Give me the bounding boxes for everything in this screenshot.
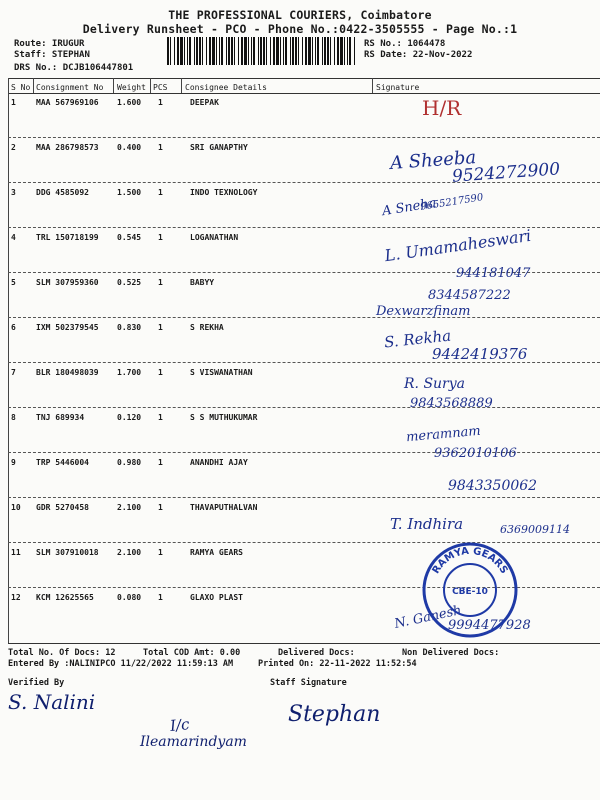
barcode-bar bbox=[219, 37, 220, 65]
barcode-bar bbox=[290, 37, 291, 65]
barcode-bar bbox=[180, 37, 183, 65]
row-sno: 2 bbox=[11, 143, 16, 152]
table-row bbox=[8, 498, 600, 543]
barcode-bar bbox=[285, 37, 287, 65]
signature-4-name: L. Umamaheswari bbox=[383, 225, 533, 266]
barcode-bar bbox=[280, 37, 281, 65]
total-docs: Total No. Of Docs: 12 bbox=[8, 648, 116, 658]
col-divider bbox=[33, 78, 34, 93]
row-consignment: GDR 5270458 bbox=[36, 503, 89, 512]
col-header-pcs: PCS bbox=[153, 83, 168, 92]
barcode-bar bbox=[253, 37, 255, 65]
route-label: Route: IRUGUR bbox=[14, 39, 85, 49]
row-sno: 1 bbox=[11, 98, 16, 107]
company-stamp bbox=[420, 540, 520, 640]
barcode-bar bbox=[302, 37, 303, 65]
row-sno: 3 bbox=[11, 188, 16, 197]
barcode-bar bbox=[234, 37, 235, 65]
row-pcs: 1 bbox=[158, 413, 163, 422]
row-sno: 11 bbox=[11, 548, 21, 557]
row-weight: 0.525 bbox=[117, 278, 142, 287]
signature-4-phone: 944181047 bbox=[456, 266, 531, 281]
row-pcs: 1 bbox=[158, 368, 163, 377]
signature-3-phone: 9655217590 bbox=[419, 192, 485, 213]
row-consignment: DDG 4585092 bbox=[36, 188, 89, 197]
barcode-bar bbox=[305, 37, 307, 65]
col-header-signature: Signature bbox=[376, 83, 420, 92]
barcode-bar bbox=[177, 37, 179, 65]
staff-signature: Stephan bbox=[288, 702, 381, 727]
row-sno: 9 bbox=[11, 458, 16, 467]
barcode-bar bbox=[196, 37, 198, 65]
staff-signature-label: Staff Signature bbox=[270, 678, 347, 688]
barcode-bar bbox=[226, 37, 227, 65]
barcode-bar bbox=[187, 37, 188, 65]
row-weight: 0.980 bbox=[117, 458, 142, 467]
non-delivered-docs: Non Delivered Docs: bbox=[402, 648, 500, 658]
barcode-bar bbox=[283, 37, 284, 65]
drs-number: DRS No.: DCJB106447801 bbox=[14, 63, 134, 73]
row-weight: 1.600 bbox=[117, 98, 142, 107]
entered-by: Entered By :NALINIPCO 11/22/2022 11:59:13 AM bbox=[8, 659, 234, 669]
barcode-bar bbox=[322, 37, 323, 65]
row-weight: 0.830 bbox=[117, 323, 142, 332]
row-sno: 12 bbox=[11, 593, 21, 602]
rs-number: RS No.: 1064478 bbox=[364, 39, 446, 49]
row-sno: 6 bbox=[11, 323, 16, 332]
row-pcs: 1 bbox=[158, 323, 163, 332]
barcode-bar bbox=[244, 37, 247, 65]
barcode-bar bbox=[184, 37, 185, 65]
signature-8-name: meramnam bbox=[405, 423, 482, 446]
barcode-bar bbox=[349, 37, 351, 65]
barcode-bar bbox=[266, 37, 267, 65]
row-consignee: S VISWANATHAN bbox=[190, 368, 253, 377]
row-weight: 2.100 bbox=[117, 548, 142, 557]
signature-2-name: A Sheeba bbox=[389, 147, 477, 174]
row-consignee: INDO TEXNOLOGY bbox=[190, 188, 258, 197]
barcode-bar bbox=[276, 37, 279, 65]
barcode-bar bbox=[209, 37, 211, 65]
barcode-bar bbox=[260, 37, 262, 65]
barcode-bar bbox=[347, 37, 348, 65]
col-header-sno: S No bbox=[11, 83, 31, 92]
barcode-bar bbox=[334, 37, 335, 65]
verified-by-label: Verified By bbox=[8, 678, 65, 688]
row-consignment: BLR 180498039 bbox=[36, 368, 99, 377]
barcode-bar bbox=[167, 37, 169, 65]
barcode-bar bbox=[212, 37, 215, 65]
barcode-bar bbox=[292, 37, 294, 65]
barcode-bar bbox=[270, 37, 271, 65]
table-bottom-border bbox=[8, 643, 600, 644]
barcode-bar bbox=[312, 37, 313, 65]
row-consignee: BABYY bbox=[190, 278, 215, 287]
barcode-bar bbox=[298, 37, 299, 65]
row-pcs: 1 bbox=[158, 593, 163, 602]
row-consignee: RAMYA GEARS bbox=[190, 548, 243, 557]
row-pcs: 1 bbox=[158, 503, 163, 512]
row-pcs: 1 bbox=[158, 98, 163, 107]
barcode-bar bbox=[170, 37, 171, 65]
row-consignment: SLM 307910018 bbox=[36, 548, 99, 557]
rs-date: RS Date: 22-Nov-2022 bbox=[364, 50, 473, 60]
row-pcs: 1 bbox=[158, 143, 163, 152]
row-consignment: SLM 307959360 bbox=[36, 278, 99, 287]
row-consignment: KCM 12625565 bbox=[36, 593, 94, 602]
row-consignee: ANANDHI AJAY bbox=[190, 458, 248, 467]
row-sno: 10 bbox=[11, 503, 21, 512]
barcode-bar bbox=[273, 37, 275, 65]
row-consignment: MAA 286798573 bbox=[36, 143, 99, 152]
row-pcs: 1 bbox=[158, 278, 163, 287]
row-consignee: S S MUTHUKUMAR bbox=[190, 413, 258, 422]
table-row bbox=[8, 363, 600, 408]
printed-on: Printed On: 22-11-2022 11:52:54 bbox=[258, 659, 417, 669]
barcode-bar bbox=[216, 37, 217, 65]
barcode-bar bbox=[340, 37, 343, 65]
row-consignment: TRL 150718199 bbox=[36, 233, 99, 242]
barcode-bar bbox=[251, 37, 252, 65]
row-weight: 2.100 bbox=[117, 503, 142, 512]
title-company: THE PROFESSIONAL COURIERS, Coimbatore bbox=[168, 8, 432, 22]
incharge-signature-2: Ileamarindyam bbox=[140, 734, 247, 750]
barcode-bar bbox=[327, 37, 329, 65]
row-consignment: TRP 5446004 bbox=[36, 458, 89, 467]
signature-8-phone: 9362010106 bbox=[434, 446, 517, 461]
stamp-center-text: CBE-10 bbox=[452, 587, 488, 597]
row-consignee: THAVAPUTHALVAN bbox=[190, 503, 258, 512]
barcode-bar bbox=[258, 37, 259, 65]
barcode-bar bbox=[189, 37, 191, 65]
title-runsheet: Delivery Runsheet - PCO - Phone No.:0422-3505555 - Page No.:1 bbox=[82, 22, 518, 36]
col-divider bbox=[181, 78, 182, 93]
barcode-bar bbox=[228, 37, 230, 65]
stamp-top-text: RAMYA GEARS bbox=[430, 545, 510, 576]
barcode-bar bbox=[231, 37, 233, 65]
row-consignment: IXM 502379545 bbox=[36, 323, 99, 332]
signature-10-phone: 6369009114 bbox=[500, 523, 570, 536]
signature-9-phone: 9843350062 bbox=[448, 478, 538, 494]
signature-6-phone: 9442419376 bbox=[432, 345, 528, 363]
barcode-bar bbox=[221, 37, 223, 65]
row-sno: 8 bbox=[11, 413, 16, 422]
row-consignee: GLAXO PLAST bbox=[190, 593, 243, 602]
table-row bbox=[8, 183, 600, 228]
barcode-bar bbox=[354, 37, 355, 65]
signature-1: H/R bbox=[422, 96, 462, 120]
col-header-weight: Weight bbox=[117, 83, 146, 92]
barcode-bar bbox=[344, 37, 345, 65]
table-top-border bbox=[8, 78, 600, 79]
row-weight: 0.545 bbox=[117, 233, 142, 242]
row-sno: 7 bbox=[11, 368, 16, 377]
barcode bbox=[167, 37, 355, 65]
signature-3-name: A Sneha bbox=[381, 195, 438, 220]
barcode-bar bbox=[199, 37, 201, 65]
signature-12-phone: 9994477928 bbox=[448, 618, 531, 633]
table-row bbox=[8, 93, 600, 138]
signature-5-name: Dexwarzfinam bbox=[376, 304, 471, 319]
row-consignee: SRI GANAPTHY bbox=[190, 143, 248, 152]
barcode-bar bbox=[202, 37, 203, 65]
signature-5-phone: 8344587222 bbox=[428, 288, 511, 303]
row-pcs: 1 bbox=[158, 233, 163, 242]
row-pcs: 1 bbox=[158, 548, 163, 557]
verified-signature: S. Nalini bbox=[8, 690, 96, 714]
barcode-bar bbox=[315, 37, 316, 65]
barcode-bar bbox=[317, 37, 319, 65]
row-weight: 0.120 bbox=[117, 413, 142, 422]
row-sno: 5 bbox=[11, 278, 16, 287]
row-pcs: 1 bbox=[158, 188, 163, 197]
signature-7-name: R. Surya bbox=[404, 376, 465, 392]
row-consignee: DEEPAK bbox=[190, 98, 219, 107]
row-sno: 4 bbox=[11, 233, 16, 242]
barcode-bar bbox=[248, 37, 249, 65]
row-consignee: LOGANATHAN bbox=[190, 233, 239, 242]
col-divider bbox=[372, 78, 373, 93]
barcode-bar bbox=[308, 37, 311, 65]
delivered-docs: Delivered Docs: bbox=[278, 648, 355, 658]
signature-10-name: T. Indhira bbox=[390, 515, 464, 533]
barcode-bar bbox=[238, 37, 239, 65]
row-pcs: 1 bbox=[158, 458, 163, 467]
barcode-bar bbox=[330, 37, 331, 65]
incharge-signature-1: I/c bbox=[169, 715, 191, 735]
signature-2-phone: 9524272900 bbox=[451, 159, 561, 187]
col-header-consignee: Consignee Details bbox=[185, 83, 267, 92]
col-divider bbox=[113, 78, 114, 93]
total-cod: Total COD Amt: 0.00 bbox=[143, 648, 241, 658]
barcode-bar bbox=[194, 37, 195, 65]
barcode-bar bbox=[241, 37, 243, 65]
row-consignee: S REKHA bbox=[190, 323, 224, 332]
row-weight: 0.080 bbox=[117, 593, 142, 602]
signature-6-name: S. Rekha bbox=[383, 326, 452, 352]
barcode-bar bbox=[263, 37, 265, 65]
barcode-bar bbox=[324, 37, 326, 65]
row-weight: 1.700 bbox=[117, 368, 142, 377]
signature-12-name: N. Ganesh bbox=[393, 603, 463, 632]
barcode-bar bbox=[174, 37, 175, 65]
row-weight: 0.400 bbox=[117, 143, 142, 152]
col-header-consignment: Consignment No bbox=[36, 83, 104, 92]
staff-label: Staff: STEPHAN bbox=[14, 50, 90, 60]
barcode-bar bbox=[206, 37, 207, 65]
row-consignment: MAA 567969106 bbox=[36, 98, 99, 107]
barcode-bar bbox=[337, 37, 339, 65]
row-consignment: TNJ 689934 bbox=[36, 413, 85, 422]
signature-7-phone: 9843568889 bbox=[410, 396, 493, 411]
barcode-bar bbox=[295, 37, 297, 65]
row-weight: 1.500 bbox=[117, 188, 142, 197]
col-divider bbox=[150, 78, 151, 93]
